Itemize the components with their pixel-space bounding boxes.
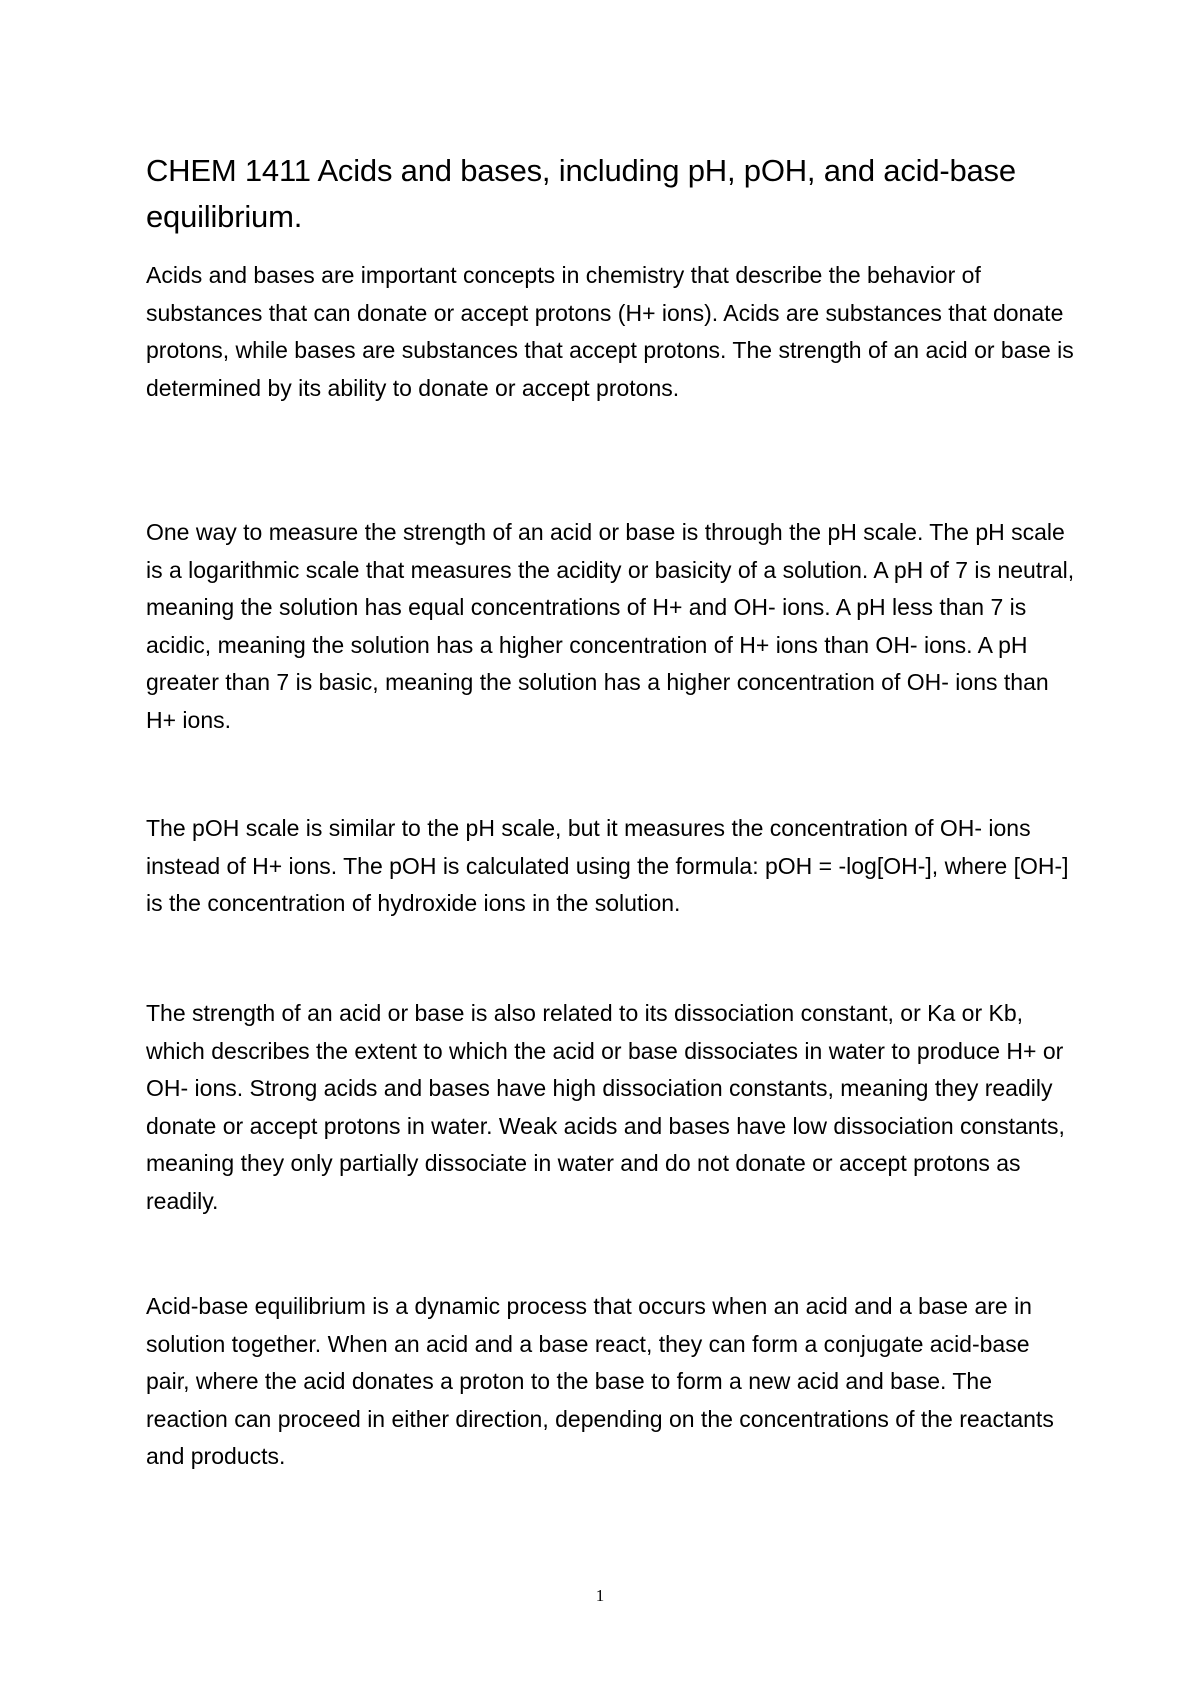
- paragraph-acid-base-equilibrium: Acid-base equilibrium is a dynamic process that occurs when an acid and a base are in solution together. When an acid and a base react, they can form a conjugate acid-base pair, where the acid donates a proton to the base to form a new acid and base. The reaction can proceed in either direction, depending on the concentrations of the reactants and products.: [146, 1293, 1054, 1469]
- page-number: 1: [595, 1586, 605, 1605]
- paragraph-poh-scale: The pOH scale is similar to the pH scale, but it measures the concentration of OH- ions instead of H+ ions. The pOH is calculated using the formula: pOH = -log[OH-], where [OH-] is the concentration of hydroxide ions in the solution.: [146, 815, 1069, 916]
- paragraph-dissociation-constant: The strength of an acid or base is also related to its dissociation constant, or Ka or Kb, which describes the extent to which the acid or base dissociates in water to produce H+ or OH- ions. Strong acids and bases have high dissociation constants, meaning they readily donate or accept protons in water. Weak acids and bases have low dissociation constants, meaning they only partially dissociate in water and do not donate or accept protons as readily.: [146, 1000, 1065, 1214]
- paragraph-acids-bases-intro: Acids and bases are important concepts in chemistry that describe the behavior of substances that can donate or accept protons (H+ ions). Acids are substances that donate protons, while bases are substances that accept protons. The strength of an acid or base is determined by its ability to donate or accept protons.: [146, 262, 1074, 401]
- document-title: CHEM 1411 Acids and bases, including pH, pOH, and acid-base equilibrium.: [146, 153, 1016, 234]
- paragraph-ph-scale: One way to measure the strength of an acid or base is through the pH scale. The pH scale is a logarithmic scale that measures the acidity or basicity of a solution. A pH of 7 is neutral, meaning the solution has equal concentrations of H+ and OH- ions. A pH less than 7 is acidic, meaning the solution has a higher concentration of H+ ions than OH- ions. A pH greater than 7 is basic, meaning the solution has a higher concentration of OH- ions than H+ ions.: [146, 519, 1075, 733]
